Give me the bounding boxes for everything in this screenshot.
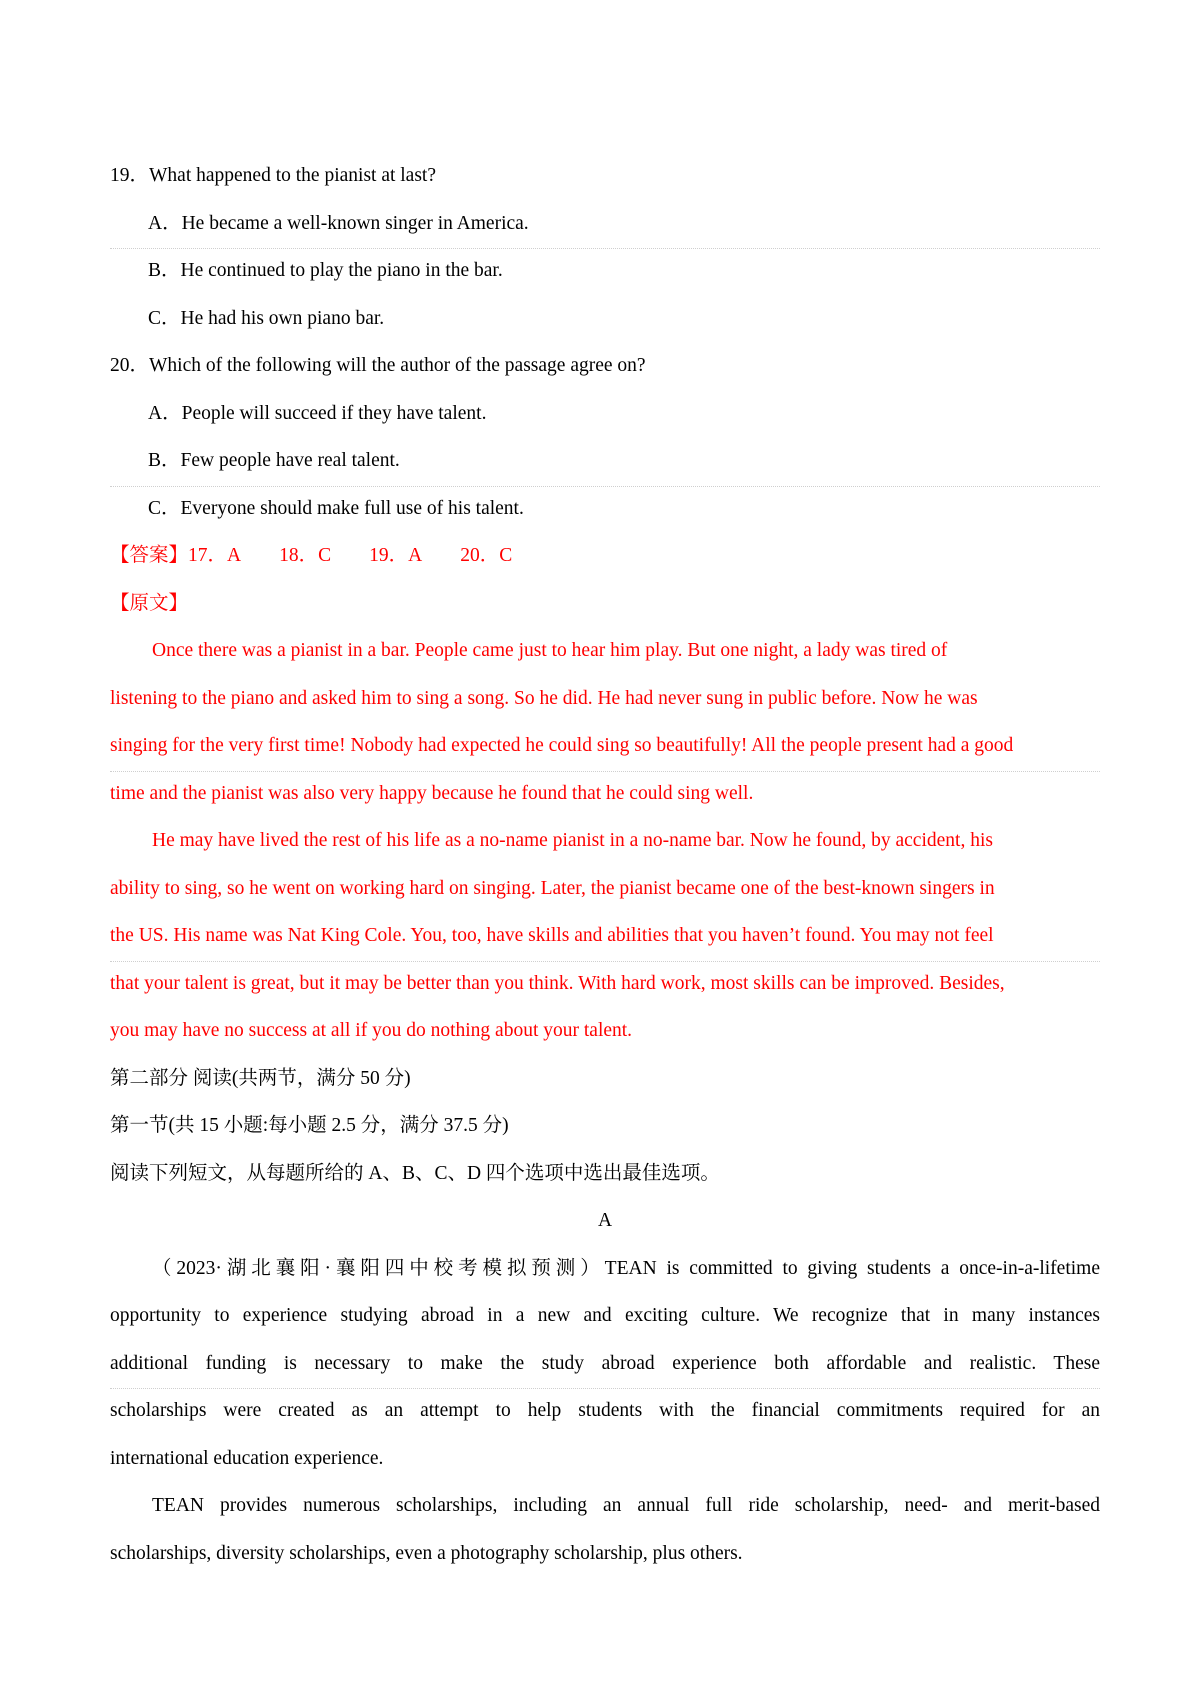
passage-line: additional funding is necessary to make the study abroad experience both affordable and realistic. These	[110, 1340, 1100, 1388]
answer-label: 【答案】	[110, 545, 189, 566]
transcript-line: He may have lived the rest of his life as a no-name pianist in a no-name bar. Now he found, by accident, his	[152, 830, 993, 851]
option-20-c	[110, 485, 1100, 533]
question-20	[110, 342, 1100, 390]
option-19-b	[110, 247, 1100, 295]
document-page	[110, 152, 1100, 1577]
option-text: People will succeed if they have talent.	[181, 402, 487, 424]
answer-item: 20．C	[460, 545, 513, 566]
original-text-label	[110, 580, 1100, 628]
transcript-line: ability to sing, so he went on working hard on singing. Later, the pianist became one of the best-known singers in	[110, 877, 995, 899]
passage-line: opportunity to experience studying abroad in a new and exciting culture. We recognize that in many instances	[110, 1305, 1100, 1326]
option-text: Everyone should make full use of his talent.	[180, 497, 524, 519]
original-label: 【原文】	[110, 592, 189, 614]
option-text: He had his own piano bar.	[180, 307, 385, 329]
subsection-title: 第一节(共 15 小题:每小题 2.5 分，满分 37.5 分)	[110, 1115, 509, 1136]
transcript-line: listening to the piano and asked him to sing a song. So he did. He had never sung in public before. Now he was	[110, 687, 978, 709]
option-letter: A．	[148, 402, 182, 424]
transcript-line: you may have no success at all if you do nothing about your talent.	[110, 1020, 633, 1041]
answer-key	[110, 532, 1100, 580]
answer-item: 17．A	[188, 545, 242, 566]
passage-label: A	[597, 1210, 613, 1231]
passage-line: （2023·湖北襄阳·襄阳四中校考模拟预测）TEAN is committed to giving students a once-in-a-lifetime	[152, 1257, 1100, 1279]
option-20-b	[110, 437, 1100, 485]
option-text: Few people have real talent.	[180, 450, 400, 471]
passage-line: scholarships were created as an attempt to help students with the financial commitments required for an	[110, 1400, 1100, 1421]
option-19-a	[110, 200, 1100, 248]
transcript-line: that your talent is great, but it may be better than you think. With hard work, most skills can be improved. Besides,	[110, 972, 1005, 994]
passage-line: scholarships, diversity scholarships, even a photography scholarship, plus others.	[110, 1542, 743, 1564]
option-20-a	[110, 390, 1100, 438]
question-number: 20．	[110, 355, 150, 376]
option-letter: A．	[148, 212, 182, 234]
question-text: Which of the following will the author of the passage agree on?	[149, 355, 646, 376]
passage-line: international education experience.	[110, 1447, 384, 1469]
transcript-line: the US. His name was Nat King Cole. You, too, have skills and abilities that you haven’t found. You may not feel	[110, 912, 1100, 960]
option-letter: B．	[148, 260, 181, 281]
question-number: 19．	[110, 165, 150, 186]
question-text: What happened to the pianist at last?	[149, 165, 437, 186]
transcript-line: time and the pianist was also very happy because he found that he could sing well.	[110, 782, 754, 804]
option-text: He continued to play the piano in the bar.	[180, 260, 503, 281]
option-letter: B．	[148, 450, 181, 471]
passage-line: TEAN provides numerous scholarships, including an annual full ride scholarship, need- and merit-based	[152, 1495, 1100, 1516]
answer-item: 19．A	[369, 545, 423, 566]
transcript-line: Once there was a pianist in a bar. People came just to hear him play. But one night, a lady was tired of	[152, 640, 948, 661]
option-letter: C．	[148, 497, 181, 519]
answer-item: 18．C	[279, 545, 332, 566]
transcript-line: singing for the very first time! Nobody had expected he could sing so beautifully! All the people present had a good	[110, 722, 1100, 770]
option-letter: C．	[148, 307, 181, 329]
part-title: 第二部分 阅读(共两节，满分 50 分)	[110, 1067, 411, 1089]
option-19-c	[110, 295, 1100, 343]
option-text: He became a well-known singer in America.	[181, 212, 529, 234]
question-19	[110, 152, 1100, 200]
instruction: 阅读下列短文，从每题所给的 A、B、C、D 四个选项中选出最佳选项。	[110, 1162, 720, 1184]
